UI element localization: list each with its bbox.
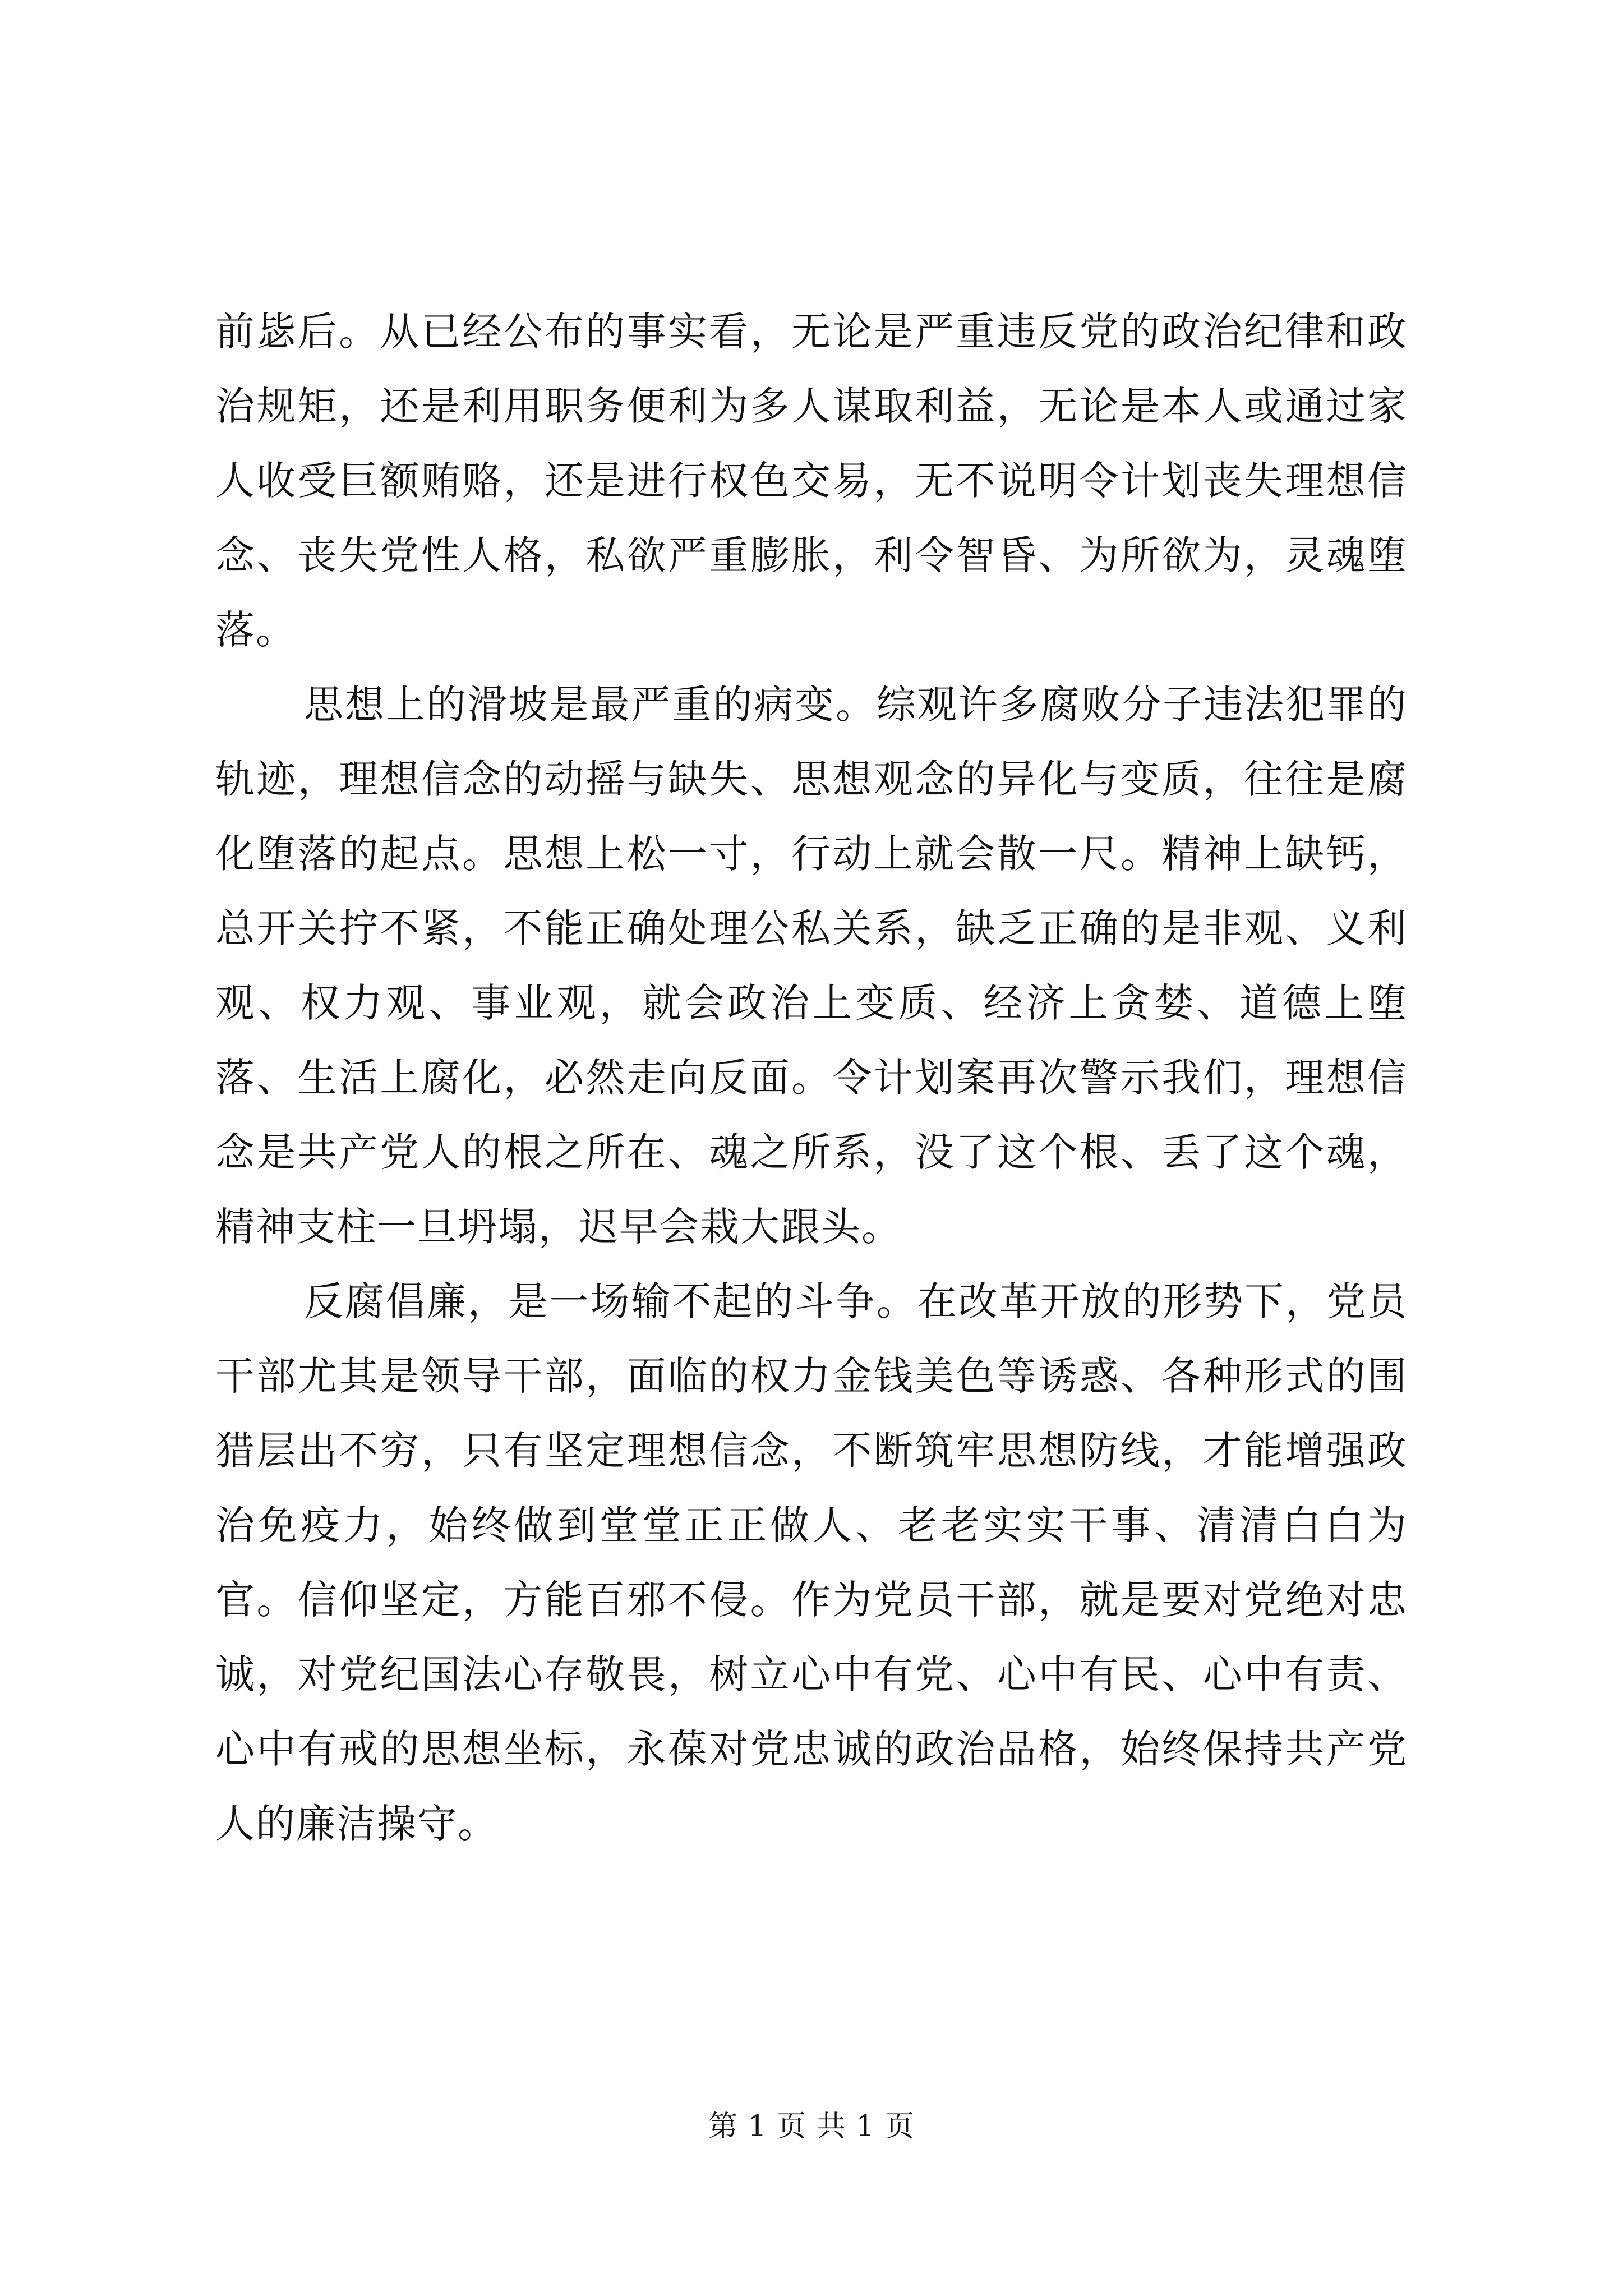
document-body — [215, 295, 1408, 1861]
paragraph-3: 反腐倡廉，是一场输不起的斗争。在改革开放的形势下，党员干部尤其是领导干部，面临的权力金钱美色等诱惑、各种形式的围猎层出不穷，只有坚定理想信念，不断筑牢思想防线，才能增强政治免疫力，始终做到堂堂正正做人、老老实实干事、清清白白为官。信仰坚定，方能百邪不侵。作为党员干部，就是要对党绝对忠诚，对党纪国法心存敬畏，树立心中有党、心中有民、心中有责、心中有戒的思想坐标，永葆对党忠诚的政治品格，始终保持共产党人的廉洁操守。 — [215, 1278, 1408, 1847]
page-footer: 第 1 页 共 1 页 — [708, 2110, 915, 2143]
paragraph-1: 前毖后。从已经公布的事实看，无论是严重违反党的政治纪律和政治规矩，还是利用职务便利为多人谋取利益，无论是本人或通过家人收受巨额贿赂，还是进行权色交易，无不说明令计划丧失理想信念、丧失党性人格，私欲严重膨胀，利令智昏、为所欲为，灵魂堕落。 — [215, 309, 1408, 653]
paragraph-2: 思想上的滑坡是最严重的病变。综观许多腐败分子违法犯罪的轨迹，理想信念的动摇与缺失、思想观念的异化与变质，往往是腐化堕落的起点。思想上松一寸，行动上就会散一尺。精神上缺钙，总开关拧不紧，不能正确处理公私关系，缺乏正确的是非观、义利观、权力观、事业观，就会政治上变质、经济上贪婪、道德上堕落、生活上腐化，必然走向反面。令计划案再次警示我们，理想信念是共产党人的根之所在、魂之所系，没了这个根、丢了这个魂，精神支柱一旦坍塌，迟早会栽大跟头。 — [215, 682, 1408, 1250]
